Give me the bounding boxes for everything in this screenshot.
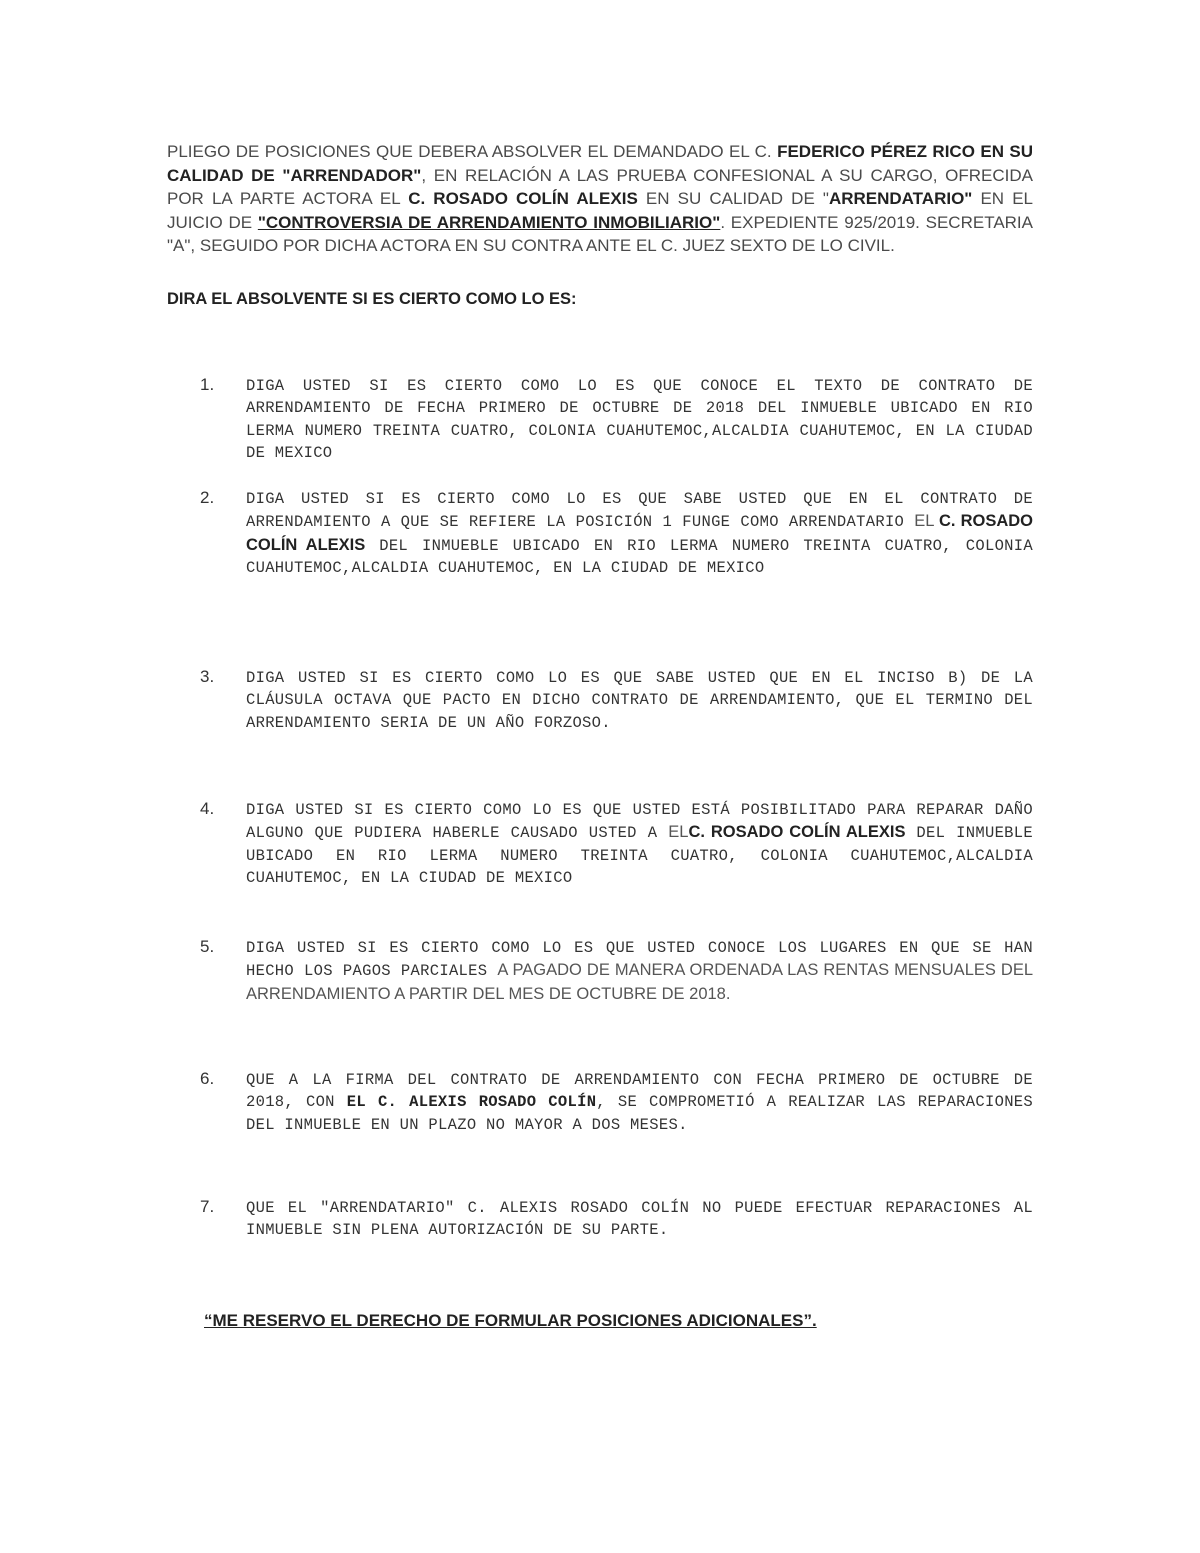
- item-party-name: EL C. ALEXIS ROSADO COLÍN: [346, 1093, 597, 1112]
- item-text: DIGA USTED SI ES CIERTO COMO LO ES QUE SABE USTED QUE EN EL INCISO B) DE LA CLÁUSULA OCTAVA QUE PACTO EN DICHO CONTRATO DE ARRENDAMIENTO, QUE EL TERMINO DEL ARRENDAMIENTO SERIA DE UN AÑO FORZOSO.: [246, 669, 1033, 732]
- intro-text-3: EN SU CALIDAD DE ": [637, 189, 829, 208]
- intro-actor: C. ROSADO COLÍN ALEXIS: [408, 189, 638, 208]
- item-text: [246, 488, 1033, 579]
- intro-calidad: ARRENDATARIO": [828, 189, 973, 208]
- intro-text-5: . EXPEDIENTE 925/2019. SECRETARIA "A", SEGUIDO POR DICHA ACTORA EN SU CONTRA ANTE EL C. JUEZ SEXTO DE LO CIVIL.: [167, 212, 1033, 255]
- item-number: 3.: [200, 667, 215, 686]
- item-text-part: DEL INMUEBLE UBICADO EN RIO LERMA NUMERO TREINTA CUATRO, COLONIA CUAHUTEMOC,ALCALDIA CUAHUTEMOC, EN LA CIUDAD DE MEXICO: [246, 536, 1033, 577]
- item-text-el: EL: [668, 823, 689, 842]
- item-text: [246, 937, 1033, 1006]
- item-text-el: EL: [914, 512, 939, 531]
- item-text-part: DIGA USTED SI ES CIERTO COMO LO ES QUE USTED CONOCE LOS LUGARES EN QUE SE HAN HECHO LOS PAGOS PARCIALES: [246, 939, 1033, 981]
- item-number: 5.: [200, 937, 215, 956]
- intro-text-4: EN EL JUICIO DE: [167, 189, 1033, 232]
- item-text: [246, 799, 1033, 889]
- item-number: 1.: [200, 375, 215, 394]
- item-party-name: C. ROSADO COLÍN ALEXIS: [246, 512, 1033, 554]
- intro-text-1: PLIEGO DE POSICIONES QUE DEBERA ABSOLVER EL DEMANDADO EL C.: [167, 142, 778, 161]
- intro-juicio: "CONTROVERSIA DE ARRENDAMIENTO INMOBILIARIO": [257, 212, 721, 232]
- intro-demandado: FEDERICO PÉREZ RICO EN SU CALIDAD DE "ARRENDADOR": [167, 142, 1034, 185]
- intro-paragraph: [167, 140, 1033, 258]
- intro-text-2: , EN RELACIÓN A LAS PRUEBA CONFESIONAL A SU CARGO, OFRECIDA POR LA PARTE ACTORA EL: [167, 165, 1034, 208]
- closing-statement: “ME RESERVO EL DERECHO DE FORMULAR POSICIONES ADICIONALES”.: [204, 1311, 817, 1330]
- item-text-part: QUE A LA FIRMA DEL CONTRATO DE ARRENDAMIENTO CON FECHA PRIMERO DE OCTUBRE DE 2018, CON: [246, 1071, 1033, 1112]
- item-text-part: DIGA USTED SI ES CIERTO COMO LO ES QUE SABE USTED QUE EN EL CONTRATO DE ARRENDAMIENTO A QUE SE REFIERE LA POSICIÓN 1 FUNGE COMO ARRENDATARIO: [246, 490, 1033, 532]
- item-text: [246, 1069, 1033, 1136]
- item-text-part: DIGA USTED SI ES CIERTO COMO LO ES QUE USTED ESTÁ POSIBILITADO PARA REPARAR DAÑO ALGUNO QUE PUDIERA HABERLE CAUSADO USTED A: [246, 801, 1033, 843]
- item-text-part: DEL INMUEBLE UBICADO EN RIO LERMA NUMERO TREINTA CUATRO, COLONIA CUAHUTEMOC,ALCALDIA CUAHUTEMOC, EN LA CIUDAD DE MEXICO: [246, 824, 1033, 887]
- item-text-part: , SE COMPROMETIÓ A REALIZAR LAS REPARACIONES DEL INMUEBLE EN UN PLAZO NO MAYOR A DOS MESES.: [246, 1093, 1033, 1134]
- item-number: 6.: [200, 1069, 215, 1088]
- item-text: DIGA USTED SI ES CIERTO COMO LO ES QUE CONOCE EL TEXTO DE CONTRATO DE ARRENDAMIENTO DE FECHA PRIMERO DE OCTUBRE DE 2018 DEL INMUEBLE UBICADO EN RIO LERMA NUMERO TREINTA CUATRO, COLONIA CUAHUTEMOC,ALCALDIA CUAHUTEMOC, EN LA CIUDAD DE MEXICO: [246, 377, 1033, 462]
- section-heading: DIRA EL ABSOLVENTE SI ES CIERTO COMO LO ES:: [167, 290, 577, 308]
- item-text: QUE EL "ARRENDATARIO" C. ALEXIS ROSADO COLÍN NO PUEDE EFECTUAR REPARACIONES AL INMUEBLE SIN PLENA AUTORIZACIÓN DE SU PARTE.: [246, 1199, 1033, 1240]
- item-text-sans: A PAGADO DE MANERA ORDENADA LAS RENTAS MENSUALES DEL ARRENDAMIENTO A PARTIR DEL MES DE OCTUBRE DE 2018.: [246, 961, 1033, 1003]
- item-party-name: C. ROSADO COLÍN ALEXIS: [688, 823, 906, 842]
- item-number: 2.: [200, 488, 215, 507]
- item-number: 7.: [200, 1197, 215, 1216]
- item-number: 4.: [200, 799, 215, 818]
